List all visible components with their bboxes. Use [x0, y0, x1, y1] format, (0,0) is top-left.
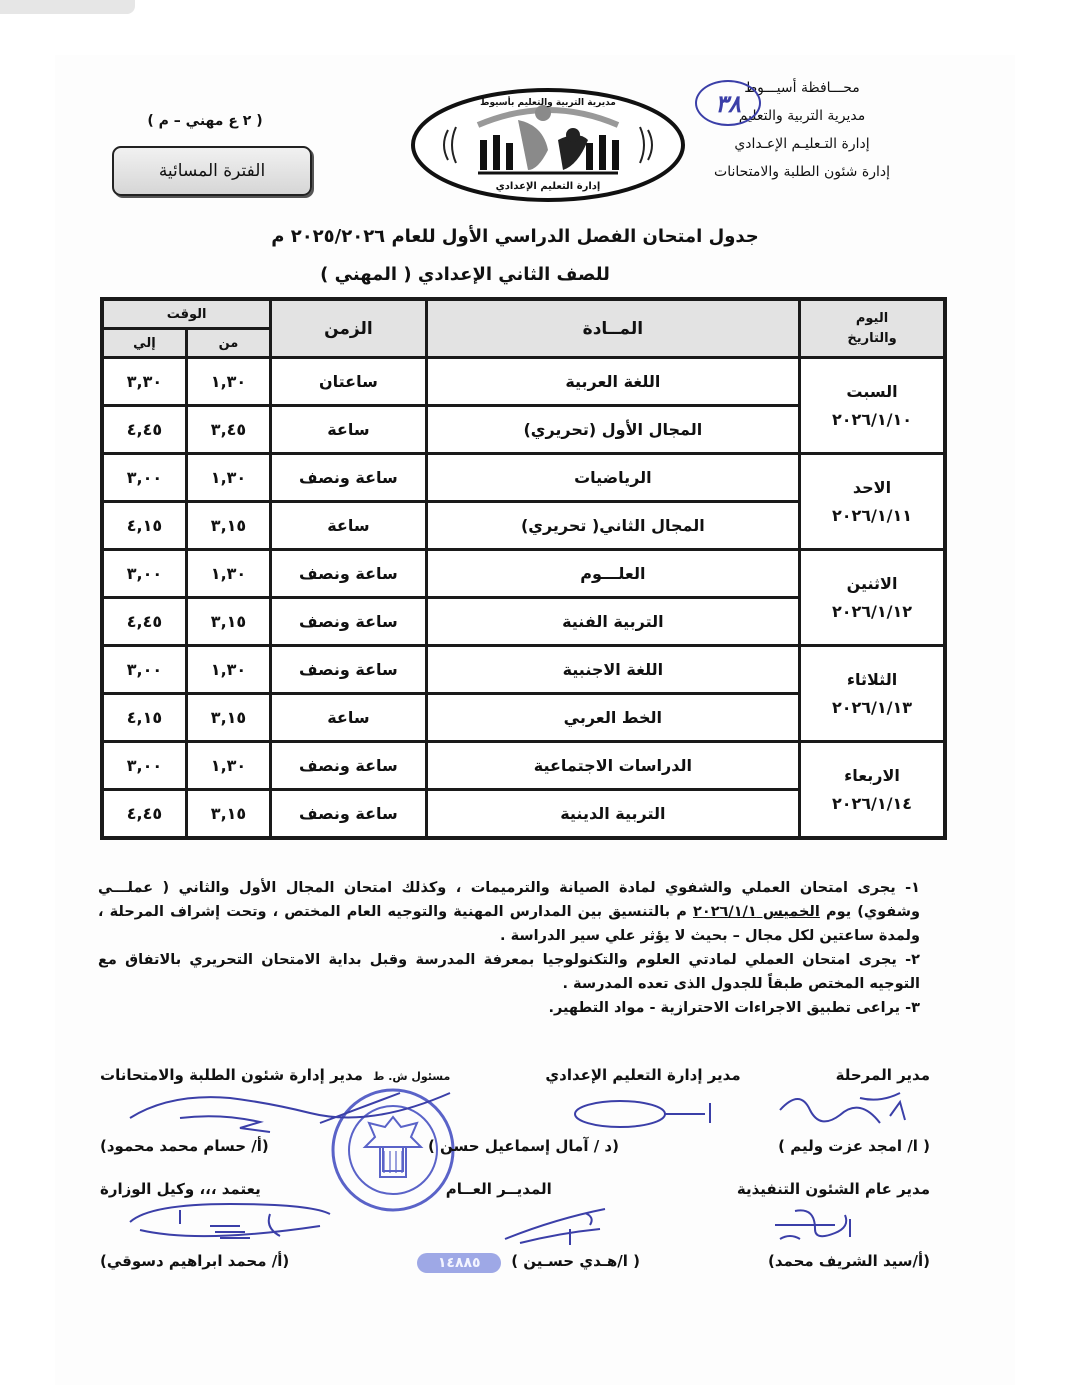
header-time: الوقت	[102, 299, 271, 329]
duration-cell: ساعة ونصف	[271, 550, 427, 598]
subject-cell: الدراسات الاجتماعية	[426, 742, 799, 790]
signatory-name: (أ/ حسام محمد محمود)	[100, 1137, 269, 1155]
logo-text-bottom: إدارة التعليم الإعدادي	[495, 181, 601, 192]
from-time-cell: ١,٣٠	[186, 742, 270, 790]
header-date: والتاريخ	[847, 330, 897, 346]
signatory-names-row-1	[100, 1137, 930, 1155]
exam-schedule-table	[100, 297, 947, 840]
duration-cell: ساعة ونصف	[271, 742, 427, 790]
from-time-cell: ١,٣٠	[186, 454, 270, 502]
from-time-cell: ١,٣٠	[186, 646, 270, 694]
note-1-part-a: ١- يجرى امتحان العملي والشفوي لمادة الصيانة والترميمات ، وكذلك امتحان المجال الأول والثاني ( عملـــي وشفوي) يوم	[98, 880, 920, 920]
from-time-cell: ٣,١٥	[186, 694, 270, 742]
header-day-date	[800, 299, 946, 358]
signature-role-note: مسئول ش. ط	[372, 1070, 451, 1083]
from-time-cell: ١,٣٠	[186, 358, 270, 406]
to-time-cell: ٣,٠٠	[102, 742, 186, 790]
signature-title: مدير عام الشئون التنفيذية	[736, 1180, 930, 1198]
handwritten-page-number: ٣٨	[695, 80, 761, 126]
exam-date: ٢٠٢٦/١/١٣	[831, 697, 913, 717]
evening-period-badge	[112, 146, 312, 196]
note-1-date: الخميس ٢٠٢٦/١/١	[693, 904, 820, 920]
duration-cell: ساعتان	[271, 358, 427, 406]
agency-line: إدارة التـعليـم الإعـدادي	[734, 136, 870, 152]
document-subtitle: للصف الثاني الإعدادي ( المهني )	[320, 264, 610, 285]
subject-cell: التربية الفنية	[426, 598, 799, 646]
day-date-cell	[800, 454, 946, 550]
from-time-cell: ٣,١٥	[186, 598, 270, 646]
header-duration: الزمن	[271, 299, 427, 358]
notes-section	[98, 876, 920, 1020]
exam-date: ٢٠٢٦/١/١٠	[831, 409, 913, 429]
subject-cell: العلـــوم	[426, 550, 799, 598]
exam-date: ٢٠٢٦/١/١٤	[831, 793, 913, 813]
from-time-cell: ٣,١٥	[186, 790, 270, 839]
day-name: الاربعاء	[844, 765, 900, 785]
stamp-number: ١٤٨٨٥	[417, 1253, 501, 1273]
from-time-cell: ٣,١٥	[186, 502, 270, 550]
table-row	[102, 646, 945, 694]
to-time-cell: ٤,٤٥	[102, 790, 186, 839]
logo-text-top: مديرية التربية والتعليم بأسيوط	[480, 98, 616, 108]
signatory-name: (أ/ محمد ابراهيم دسوقي)	[100, 1252, 290, 1270]
table-row	[102, 358, 945, 406]
subject-cell: الرياضيات	[426, 454, 799, 502]
day-date-cell	[800, 358, 946, 454]
header-to: إلي	[102, 329, 186, 358]
note-1-part-b: م بالتنسيق بين المدارس المهنية والتوجيه العام المختص ، وتحت إشراف المرحلة ، ولمدة ساعتين لكل مجال – بحيث لا يؤثر علي سير الدراسة .	[98, 904, 920, 944]
table-row	[102, 454, 945, 502]
signature-title: مدير إدارة شئون الطلبة والامتحانات	[100, 1066, 363, 1084]
agency-line: إدارة شئون الطلبة والامتحانات	[714, 164, 890, 180]
signatory-name-group	[417, 1252, 640, 1273]
duration-cell: ساعة ونصف	[271, 598, 427, 646]
day-name: السبت	[846, 381, 898, 401]
day-name: الثلاثاء	[846, 669, 898, 689]
day-date-cell	[800, 646, 946, 742]
from-time-cell: ١,٣٠	[186, 550, 270, 598]
document-title: جدول امتحان الفصل الدراسي الأول للعام ٢٠٢٥/٢٠٢٦ م	[271, 226, 759, 247]
signatory-names-row-2	[100, 1252, 930, 1273]
note-3: ٣- يراعى تطبيق الاجراءات الاحترازية - مواد التطهير.	[548, 1000, 920, 1016]
duration-cell: ساعة ونصف	[271, 646, 427, 694]
signatory-name: (أ/سيد الشريف محمد)	[768, 1252, 930, 1270]
signatory-name: (د / آمال إسماعيل حسن )	[427, 1137, 619, 1155]
class-code-label: ( ٢ ع مهني – م )	[147, 113, 263, 129]
signature-titles-row-2	[100, 1180, 930, 1198]
header-from: من	[186, 329, 270, 358]
to-time-cell: ٤,١٥	[102, 694, 186, 742]
duration-cell: ساعة	[271, 694, 427, 742]
day-date-cell	[800, 550, 946, 646]
signature-title: مدير إدارة التعليم الإعدادي	[545, 1066, 741, 1084]
signature-title-group	[100, 1066, 450, 1084]
day-name: الاحد	[852, 477, 892, 497]
subject-cell: المجال الثاني( تحريري)	[426, 502, 799, 550]
signature-title: المديــر العــام	[445, 1180, 552, 1198]
window-top-bar	[0, 0, 135, 14]
from-time-cell: ٣,٤٥	[186, 406, 270, 454]
duration-cell: ساعة ونصف	[271, 790, 427, 839]
signatory-name: ( ا/هـدي حسـين )	[511, 1252, 640, 1270]
subject-cell: المجال الأول (تحريري)	[426, 406, 799, 454]
to-time-cell: ٣,٠٠	[102, 646, 186, 694]
day-name: الاثنين	[846, 573, 898, 593]
table-row	[102, 550, 945, 598]
note-2: ٢- يجرى امتحان العملي لمادتي العلوم والتكنولوجيا بمعرفة المدرسة وقبل بداية الامتحان التحريري بالاتفاق مع التوجيه المختص طبقاً للجدول الذى تعده المدرسة .	[98, 952, 920, 992]
signature-titles-row-1	[100, 1066, 930, 1084]
signatory-name: ( ا/ امجد عزت وليم )	[778, 1137, 930, 1155]
period-label: الفترة المسائية	[158, 161, 266, 181]
to-time-cell: ٤,٤٥	[102, 406, 186, 454]
duration-cell: ساعة	[271, 406, 427, 454]
table-row	[102, 742, 945, 790]
to-time-cell: ٣,٠٠	[102, 550, 186, 598]
duration-cell: ساعة ونصف	[271, 454, 427, 502]
subject-cell: اللغة العربية	[426, 358, 799, 406]
to-time-cell: ٣,٣٠	[102, 358, 186, 406]
to-time-cell: ٤,٤٥	[102, 598, 186, 646]
header-subject: المــادة	[426, 299, 799, 358]
agency-line: محـــافظة أسيـــوط	[744, 80, 860, 96]
signature-title: مدير المرحلة	[835, 1066, 930, 1084]
day-date-cell	[800, 742, 946, 839]
subject-cell: الخط العربي	[426, 694, 799, 742]
signature-title: يعتمد ،،، وكيل الوزارة	[100, 1180, 261, 1198]
exam-date: ٢٠٢٦/١/١١	[831, 505, 913, 525]
note-1	[98, 876, 920, 948]
duration-cell: ساعة	[271, 502, 427, 550]
subject-cell: التربية الدينية	[426, 790, 799, 839]
exam-date: ٢٠٢٦/١/١٢	[831, 601, 913, 621]
to-time-cell: ٤,١٥	[102, 502, 186, 550]
header-day: اليوم	[855, 310, 889, 326]
directorate-logo	[408, 85, 688, 205]
to-time-cell: ٣,٠٠	[102, 454, 186, 502]
agency-line: مديرية التربية والتعليم	[738, 108, 866, 124]
subject-cell: اللغة الاجنبية	[426, 646, 799, 694]
